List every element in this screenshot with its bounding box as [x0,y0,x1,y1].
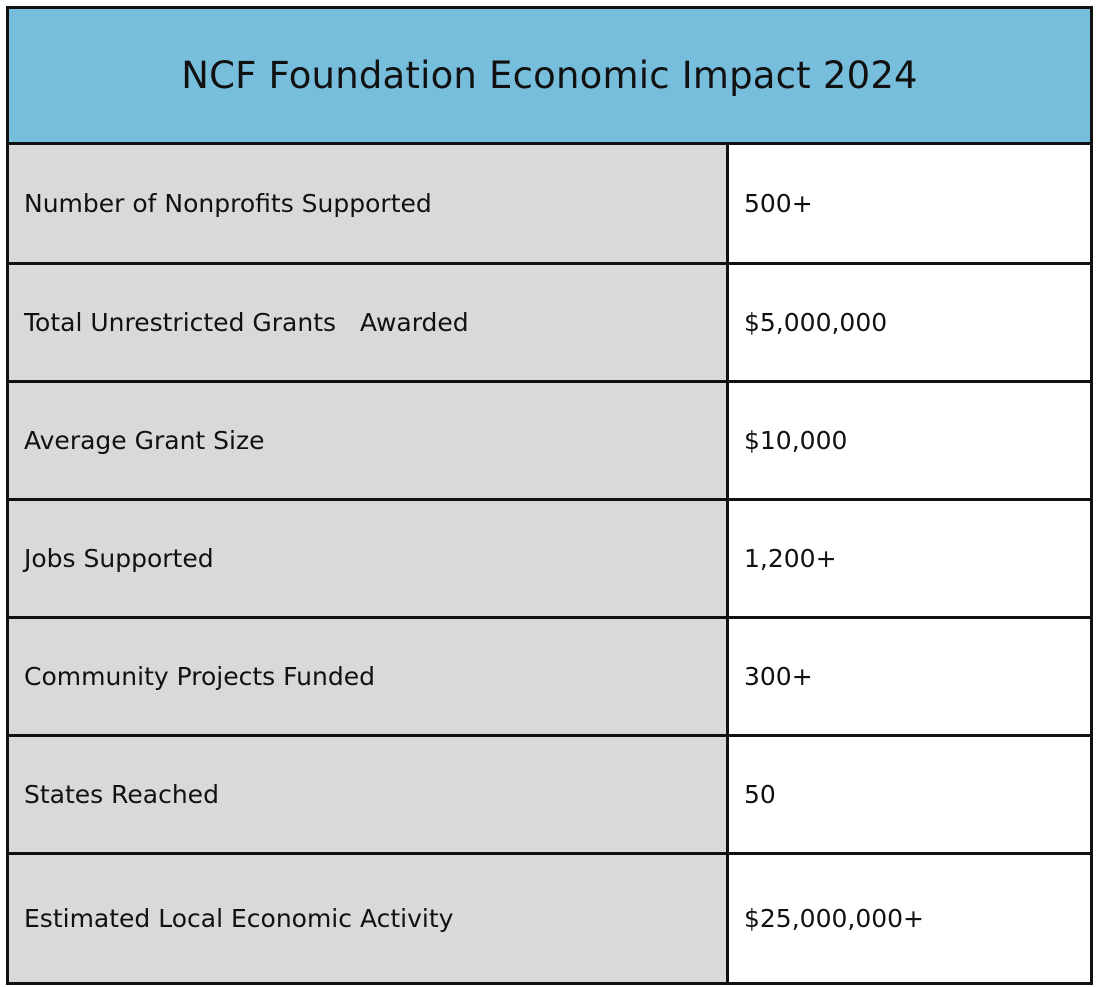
row-value: 1,200+ [744,544,837,573]
row-label-cell [9,855,729,982]
row-label-cell [9,145,729,262]
table-row [9,145,1090,262]
row-value-cell [729,501,1090,616]
table-header [9,9,1090,145]
row-label-cell [9,383,729,498]
row-value: 500+ [744,189,813,218]
table-row [9,616,1090,734]
row-label: Jobs Supported [24,544,214,573]
row-label: States Reached [24,780,219,809]
row-label: Average Grant Size [24,426,265,455]
row-value: $25,000,000+ [744,904,924,933]
row-value-cell [729,737,1090,852]
row-value-cell [729,855,1090,982]
row-value: 50 [744,780,776,809]
row-value: $10,000 [744,426,848,455]
row-value-cell [729,265,1090,380]
row-value: $5,000,000 [744,308,888,337]
row-label: Number of Nonprofits Supported [24,189,432,218]
row-label-cell [9,737,729,852]
row-label-cell [9,501,729,616]
table-row [9,734,1090,852]
table-title: NCF Foundation Economic Impact 2024 [181,54,918,97]
row-label: Estimated Local Economic Activity [24,904,454,933]
table-row [9,380,1090,498]
row-value: 300+ [744,662,813,691]
table-row [9,852,1090,982]
row-label-cell [9,619,729,734]
row-value-cell [729,619,1090,734]
row-label: Community Projects Funded [24,662,375,691]
impact-table [6,6,1093,985]
row-value-cell [729,383,1090,498]
row-label: Total Unrestricted Grants Awarded [24,308,469,337]
table-row [9,262,1090,380]
table-row [9,498,1090,616]
row-value-cell [729,145,1090,262]
table-body [9,145,1090,982]
row-label-cell [9,265,729,380]
